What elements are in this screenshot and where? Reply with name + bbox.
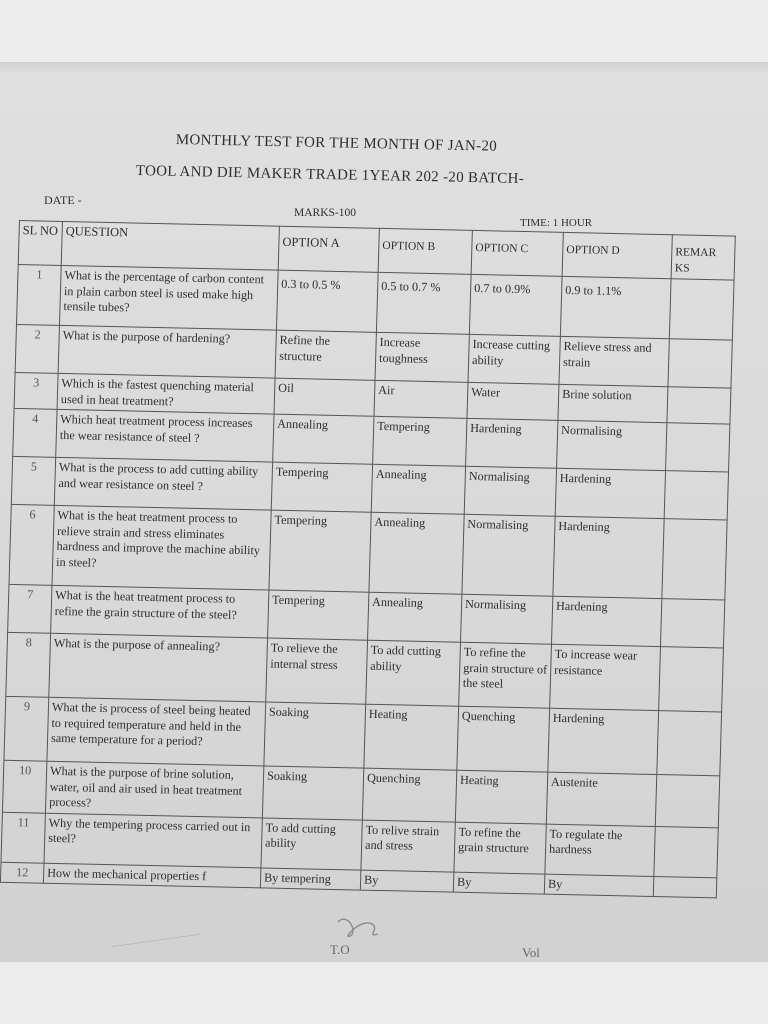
question-table-wrapper bbox=[0, 220, 736, 898]
row-option-c: Increase cutting ability bbox=[468, 334, 560, 384]
row-option-d: 0.9 to 1.1% bbox=[560, 276, 671, 338]
row-option-d: To increase wear resistance bbox=[550, 644, 661, 710]
row-option-b: Heating bbox=[364, 704, 459, 770]
row-option-c: Normalising bbox=[461, 594, 553, 644]
row-option-b: 0.5 to 0.7 % bbox=[376, 272, 471, 334]
row-question: What is the purpose of brine solution, water, oil and air used in heat treatment process? bbox=[45, 761, 263, 817]
row-option-c: Normalising bbox=[462, 514, 555, 596]
row-option-b: Tempering bbox=[373, 416, 467, 466]
col-option-a-header: OPTION A bbox=[278, 226, 379, 272]
row-remarks bbox=[655, 775, 719, 828]
row-option-a: Tempering bbox=[271, 462, 372, 512]
test-subtitle: TOOL AND DIE MAKER TRADE 1YEAR 202 -20 BATCH- bbox=[135, 163, 525, 188]
row-question: How the mechanical properties f bbox=[43, 863, 261, 888]
col-option-b-header: OPTION B bbox=[378, 228, 472, 274]
row-sl: 7 bbox=[8, 584, 52, 633]
row-option-c: 0.7 to 0.9% bbox=[469, 274, 562, 336]
marks-label: MARKS-100 bbox=[294, 207, 356, 219]
row-option-d: Normalising bbox=[557, 420, 667, 470]
row-option-a: By tempering bbox=[260, 867, 361, 890]
row-option-b: To add cutting ability bbox=[366, 640, 461, 706]
row-option-d: Hardening bbox=[555, 468, 665, 518]
row-remarks bbox=[657, 711, 722, 776]
row-sl: 4 bbox=[13, 408, 57, 457]
row-sl: 9 bbox=[4, 696, 49, 761]
col-question-header: QUESTION bbox=[61, 221, 279, 270]
row-sl: 3 bbox=[14, 372, 58, 409]
row-question: What is the percentage of carbon content in plain carbon steel is used make high tensile tubes? bbox=[59, 265, 278, 330]
row-option-a: Tempering bbox=[269, 510, 371, 592]
row-option-d: Hardening bbox=[548, 708, 659, 774]
row-option-b: Annealing bbox=[371, 464, 465, 514]
row-sl: 10 bbox=[2, 760, 46, 812]
row-sl: 12 bbox=[0, 862, 44, 883]
row-question: What is the purpose of hardening? bbox=[58, 325, 276, 378]
test-title: MONTHLY TEST FOR THE MONTH OF JAN-20 bbox=[175, 132, 498, 155]
row-remarks bbox=[662, 519, 727, 600]
row-option-b: By bbox=[360, 870, 454, 893]
row-question: What is the heat treatment process to refine the grain structure of the steel? bbox=[51, 585, 269, 638]
row-option-a: Soaking bbox=[264, 702, 366, 768]
row-question: What is the heat treatment process to relieve strain and stress eliminates hardness and improve the machine ability in steel? bbox=[52, 505, 271, 590]
row-option-b: Increase toughness bbox=[375, 332, 469, 382]
time-label: TIME: 1 HOUR bbox=[520, 217, 593, 229]
row-remarks bbox=[666, 423, 730, 472]
row-option-b: Quenching bbox=[362, 768, 456, 822]
row-option-d: Austenite bbox=[546, 772, 656, 826]
row-option-d: Brine solution bbox=[558, 384, 668, 422]
row-option-c: To refine the grain structure bbox=[454, 822, 546, 874]
row-option-c: Hardening bbox=[466, 418, 558, 468]
signature-initials-left: T.O bbox=[330, 942, 350, 957]
row-option-c: Water bbox=[467, 382, 559, 420]
table-row bbox=[9, 504, 727, 600]
row-remarks bbox=[653, 876, 717, 898]
row-option-b: Annealing bbox=[369, 512, 464, 594]
row-question: Which heat treatment process increases the wear resistance of steel ? bbox=[56, 409, 274, 462]
col-option-c-header: OPTION C bbox=[471, 230, 563, 276]
row-option-b: To relive strain and stress bbox=[361, 820, 455, 872]
row-remarks bbox=[654, 826, 718, 877]
col-remarks-header: REMAR KS bbox=[671, 235, 735, 280]
row-option-c: By bbox=[453, 872, 545, 894]
row-remarks bbox=[667, 387, 731, 424]
row-question: What is the purpose of annealing? bbox=[49, 633, 268, 702]
row-sl: 8 bbox=[6, 632, 51, 697]
row-option-a: Tempering bbox=[268, 590, 369, 640]
row-option-d: To regulate the hardness bbox=[545, 824, 655, 876]
pencil-smudge bbox=[110, 926, 200, 947]
row-question: What the is process of steel being heated to required temperature and held in the same temperature for a period? bbox=[47, 697, 266, 766]
col-option-d-header: OPTION D bbox=[562, 232, 672, 278]
row-option-a: To add cutting ability bbox=[261, 817, 362, 869]
row-remarks bbox=[664, 471, 728, 520]
row-option-b: Annealing bbox=[368, 592, 462, 642]
date-label: DATE - bbox=[44, 193, 82, 207]
row-option-c: Heating bbox=[455, 770, 547, 823]
row-option-c: Quenching bbox=[457, 706, 550, 772]
row-option-a: 0.3 to 0.5 % bbox=[276, 270, 378, 332]
row-option-a: Refine the structure bbox=[275, 330, 376, 380]
test-paper-sheet bbox=[0, 62, 768, 962]
row-sl: 1 bbox=[16, 264, 61, 325]
row-option-d: By bbox=[544, 874, 654, 897]
row-sl: 11 bbox=[1, 812, 45, 863]
row-sl: 6 bbox=[9, 504, 54, 585]
row-option-d: Relieve stress and strain bbox=[559, 336, 669, 386]
row-option-a: To relieve the internal stress bbox=[266, 638, 368, 704]
row-question: What is the process to add cutting ability and wear resistance on steel ? bbox=[54, 457, 272, 510]
row-sl: 2 bbox=[15, 324, 59, 373]
paper-fold-shadow bbox=[0, 62, 768, 72]
row-remarks bbox=[669, 279, 734, 340]
row-option-d: Hardening bbox=[553, 516, 664, 598]
row-sl: 5 bbox=[11, 456, 55, 505]
row-option-a: Oil bbox=[274, 378, 375, 416]
question-table bbox=[0, 220, 736, 898]
row-question: Which is the fastest quenching material used in heat treatment? bbox=[57, 373, 275, 414]
row-option-b: Air bbox=[374, 380, 468, 418]
row-option-c: Normalising bbox=[464, 466, 556, 516]
col-sl-header: SL NO bbox=[18, 221, 62, 266]
row-option-d: Hardening bbox=[551, 596, 661, 646]
row-question: Why the tempering process carried out in steel? bbox=[44, 813, 262, 868]
row-remarks bbox=[660, 599, 724, 648]
signature-initials-right: Vol bbox=[522, 945, 540, 960]
row-option-c: To refine the grain structure of the steel bbox=[459, 642, 552, 708]
row-remarks bbox=[659, 647, 724, 712]
row-option-a: Soaking bbox=[262, 766, 363, 820]
row-option-a: Annealing bbox=[273, 414, 374, 464]
row-remarks bbox=[668, 339, 732, 388]
